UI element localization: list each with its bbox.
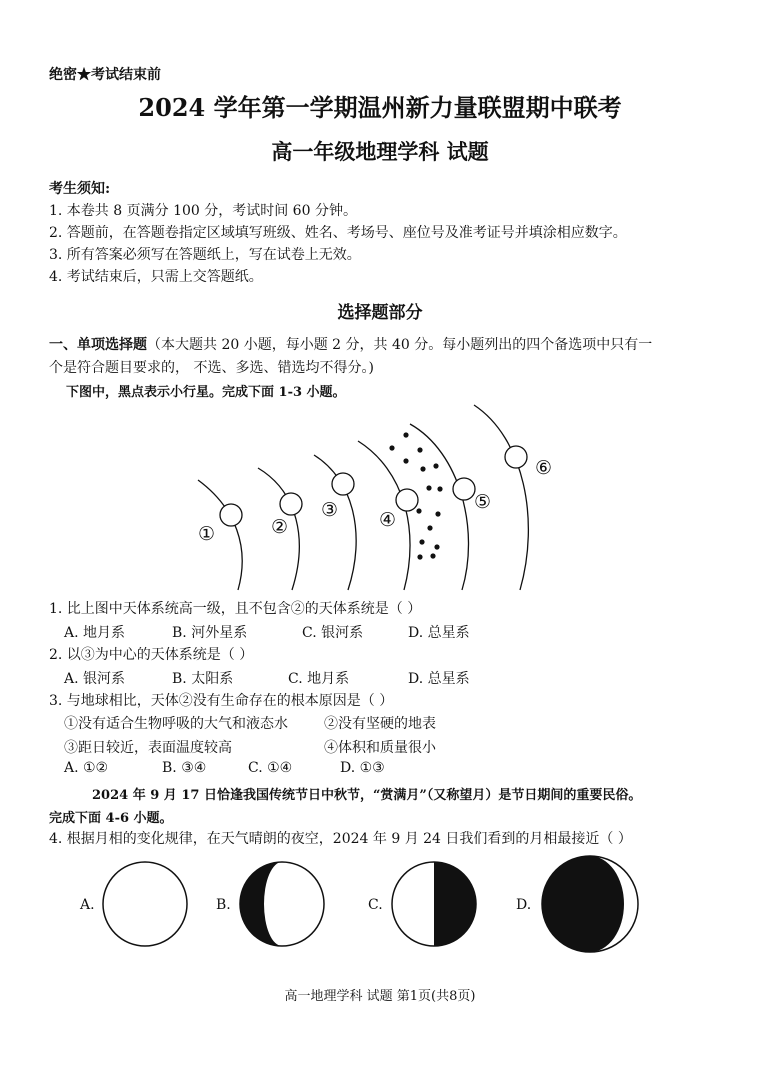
asteroid-dot — [437, 486, 442, 491]
q3-statement-3: ③距日较近，表面温度较高 — [64, 740, 232, 756]
asteroid-dot — [417, 554, 422, 559]
asteroid-dot — [433, 463, 438, 468]
q3-option-d: D. ①③ — [340, 760, 385, 776]
section1-label: 一、单项选择题 — [49, 337, 147, 353]
asteroid-dot — [416, 508, 421, 513]
solar-system-diagram — [0, 395, 760, 595]
asteroid-dot — [419, 539, 424, 544]
planet-label-4: ④ — [379, 509, 397, 531]
planet-label-6: ⑥ — [535, 457, 553, 479]
planet-label-3: ③ — [321, 499, 339, 521]
planet-6 — [505, 446, 527, 468]
q3-option-c: C. ①④ — [248, 760, 293, 776]
question-4-stem: 4. 根据月相的变化规律，在天气晴朗的夜空，2024 年 9 月 24 日我们看到的月相最接近（ ） — [49, 831, 632, 847]
exam-subtitle: 高一年级地理学科 试题 — [271, 139, 489, 164]
asteroid-dot — [430, 553, 435, 558]
asteroid-dot — [426, 485, 431, 490]
asteroid-dot — [434, 544, 439, 549]
q3-option-a: A. ①② — [64, 760, 109, 776]
notice-item: 4. 考试结束后，只需上交答题纸。 — [49, 269, 263, 285]
section1-line2: 个是符合题目要求的， 不选、多选、错选均不得分。) — [49, 360, 374, 376]
exam-title: 2024 学年第一学期温州新力量联盟期中联考 — [138, 93, 622, 122]
asteroid-dot — [435, 511, 440, 516]
planet-3 — [332, 473, 354, 495]
moon-d-shadow — [542, 856, 624, 952]
intro-q1-3: 下图中，黑点表示小行星。完成下面 1-3 小题。 — [66, 385, 346, 400]
q2-option-b: B. 太阳系 — [172, 671, 234, 687]
section1-line1 — [49, 334, 652, 354]
part-title: 选择题部分 — [337, 303, 423, 323]
q3-statement-4: ④体积和质量很小 — [324, 740, 436, 756]
notice-heading: 考生须知: — [49, 181, 111, 197]
notice-item: 2. 答题前，在答题卷指定区域填写班级、姓名、考场号、座位号及准考证号并填涂相应数字。 — [49, 225, 627, 241]
moon-option-label-d: D. — [516, 897, 532, 913]
question-3-stem: 3. 与地球相比，天体②没有生命存在的根本原因是（ ） — [49, 693, 394, 709]
asteroid-dot — [420, 466, 425, 471]
question-1-stem: 1. 比上图中天体系统高一级，且不包含②的天体系统是（ ） — [49, 601, 422, 617]
asteroid-dot — [389, 445, 394, 450]
notice-item: 3. 所有答案必须写在答题纸上，写在试卷上无效。 — [49, 247, 361, 263]
confidential-mark: 绝密★考试结束前 — [49, 67, 161, 83]
planet-label-1: ① — [198, 523, 216, 545]
page-footer: 高一地理学科 试题 第1页(共8页) — [284, 989, 476, 1004]
q2-option-d: D. 总星系 — [408, 671, 470, 687]
question-2-stem: 2. 以③为中心的天体系统是（ ） — [49, 647, 254, 663]
q3-statement-2: ②没有坚硬的地表 — [324, 716, 436, 732]
planet-4 — [396, 489, 418, 511]
planet-5 — [453, 478, 475, 500]
asteroid-dot — [417, 447, 422, 452]
planet-2 — [280, 493, 302, 515]
moon-option-label-c: C. — [368, 897, 383, 913]
moon-a-full — [103, 862, 187, 946]
moon-option-label-a: A. — [80, 897, 95, 913]
section1-desc: （本大题共 20 小题，每小题 2 分，共 40 分。每小题列出的四个备选项中只有一 — [147, 337, 653, 353]
q3-option-b: B. ③④ — [162, 760, 207, 776]
q1-option-a: A. 地月系 — [64, 625, 126, 641]
moon-c-shadow — [434, 862, 476, 946]
planet-label-5: ⑤ — [474, 491, 492, 513]
moon-option-label-b: B. — [216, 897, 231, 913]
planet-1 — [220, 504, 242, 526]
q2-option-c: C. 地月系 — [288, 671, 350, 687]
asteroid-dot — [427, 525, 432, 530]
notice-item: 1. 本卷共 8 页满分 100 分，考试时间 60 分钟。 — [49, 203, 357, 219]
intro-q4-6-line1: 2024 年 9 月 17 日恰逢我国传统节日中秋节，“赏满月”（又称望月）是节日期间的重要民俗。 — [92, 788, 642, 803]
asteroid-dot — [403, 432, 408, 437]
planet-label-2: ② — [271, 516, 289, 538]
asteroid-dot — [403, 458, 408, 463]
q1-option-c: C. 银河系 — [302, 625, 364, 641]
q1-option-d: D. 总星系 — [408, 625, 470, 641]
q3-statement-1: ①没有适合生物呼吸的大气和液态水 — [64, 716, 288, 732]
q2-option-a: A. 银河系 — [64, 671, 126, 687]
intro-q4-6-line2: 完成下面 4-6 小题。 — [49, 811, 173, 826]
moon-phase-options — [0, 850, 760, 960]
q1-option-b: B. 河外星系 — [172, 625, 248, 641]
